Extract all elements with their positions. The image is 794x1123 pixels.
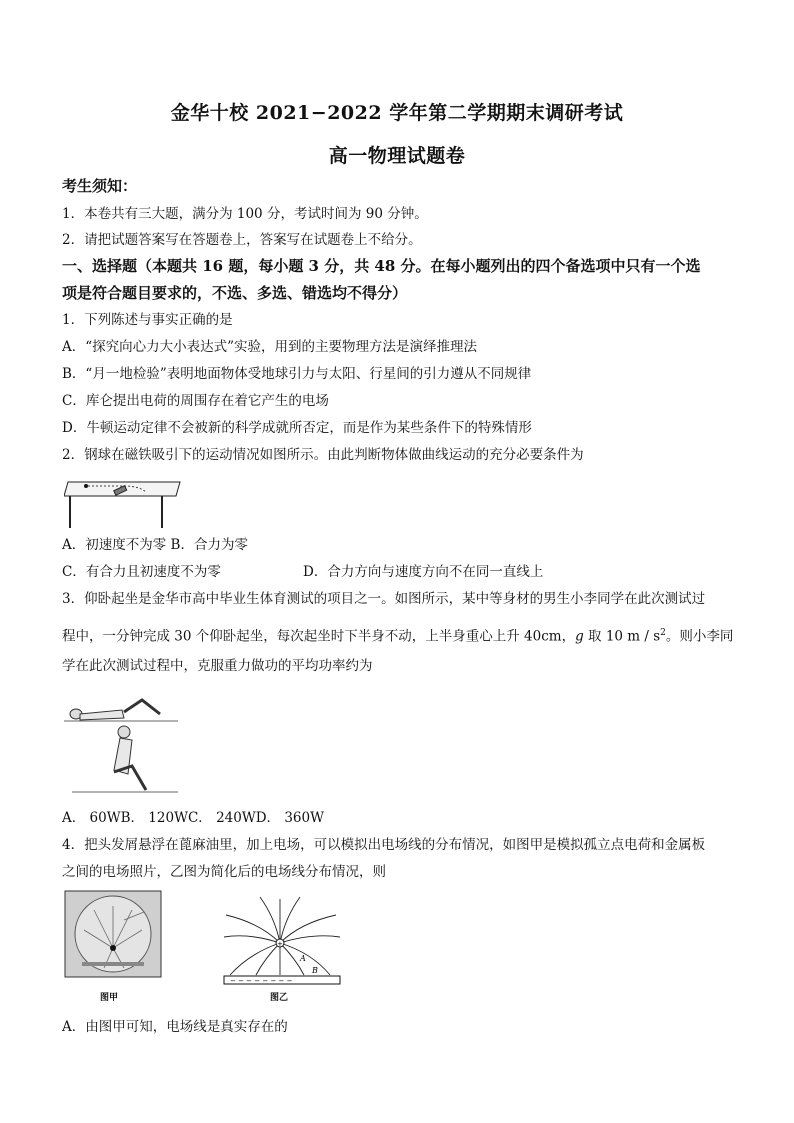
q4-option-a: A．由图甲可知，电场线是真实存在的 (62, 1019, 288, 1035)
q4-field-figure (220, 893, 344, 985)
field-lines (224, 897, 340, 975)
metal-plate (82, 962, 144, 966)
notice-heading: 考生须知： (62, 177, 138, 195)
point-a-label: A (300, 954, 306, 963)
plate-charges: − − − − − − − − (230, 977, 293, 985)
q4-line2: 之间的电场照片，乙图为简化后的电场线分布情况，则 (62, 864, 386, 880)
sitting-figure (72, 726, 178, 792)
q2-option-d: D．合力方向与速度方向不在同一直线上 (303, 564, 544, 580)
q4-line1: 4．把头发屑悬浮在蓖麻油里，加上电场，可以模拟出电场线的分布情况，如图甲是模拟孤立点电荷和金属板 (62, 837, 706, 853)
q1-option-c: C．库仑提出电荷的周围存在着它产生的电场 (62, 393, 329, 409)
section1-heading-line1: 一、选择题（本题共 16 题，每小题 3 分，共 48 分。在每小题列出的四个备选项中只有一个选 (62, 257, 701, 275)
q2-stem: 2．钢球在磁铁吸引下的运动情况如图所示。由此判断物体做曲线运动的充分必要条件为 (62, 447, 584, 463)
q3-options: A． 60WB． 120WC． 240WD． 360W (62, 810, 324, 826)
q1-option-d: D．牛顿运动定律不会被新的科学成就所否定，而是作为某些条件下的特殊情形 (62, 420, 532, 436)
q3-line2-a: 程中，一分钟完成 30 个仰卧起坐，每次起坐时下半身不动，上半身重心上升 40cm， (62, 628, 576, 645)
point-b-label: B (312, 966, 318, 975)
notice-item-1: 1．本卷共有三大题，满分为 100 分，考试时间为 90 分钟。 (62, 206, 428, 222)
point-charge (110, 945, 116, 951)
lying-figure (64, 700, 178, 721)
exam-title: 金华十校 2021−2022 学年第二学期期末调研考试 (170, 102, 624, 124)
q2-table-figure (64, 474, 184, 530)
fig-a-caption: 图甲 (100, 993, 119, 1003)
plus-sign: + (277, 940, 283, 948)
notice-item-2: 2．请把试题答案写在答题卷上，答案写在试题卷上不给分。 (62, 232, 422, 248)
steel-ball (84, 484, 88, 488)
q1-option-a: A．“探究向心力大小表达式”实验，用到的主要物理方法是演绎推理法 (62, 339, 478, 355)
q3-line1: 3．仰卧起坐是金华市高中毕业生体育测试的项目之一。如图所示，某中等身材的男生小李同学在此次测试过 (62, 591, 706, 607)
q4-photo-figure (64, 890, 162, 990)
q1-stem: 1．下列陈述与事实正确的是 (62, 312, 233, 328)
q3-situp-figure (62, 690, 182, 800)
q3-exponent: 2 (660, 628, 666, 638)
q2-options-ab: A．初速度不为零 B．合力为零 (62, 537, 248, 553)
q3-g-symbol: g (575, 628, 584, 645)
fig-b-caption: 图乙 (270, 993, 289, 1003)
q3-line2-c: 取 10 m / s (583, 628, 661, 645)
section1-heading-line2: 项是符合题目要求的，不选、多选、错选均不得分） (62, 284, 408, 302)
exam-subtitle: 高一物理试题卷 (328, 145, 466, 167)
q3-line3: 学在此次测试过程中，克服重力做功的平均功率约为 (62, 658, 373, 674)
q3-line2 (62, 624, 742, 646)
q3-line2-d: 。则小李同 (665, 628, 734, 645)
q2-option-c: C．有合力且初速度不为零 (62, 564, 221, 580)
q1-option-b: B．“月一地检验”表明地面物体受地球引力与太阳、行星间的引力遵从不同规律 (62, 366, 532, 382)
